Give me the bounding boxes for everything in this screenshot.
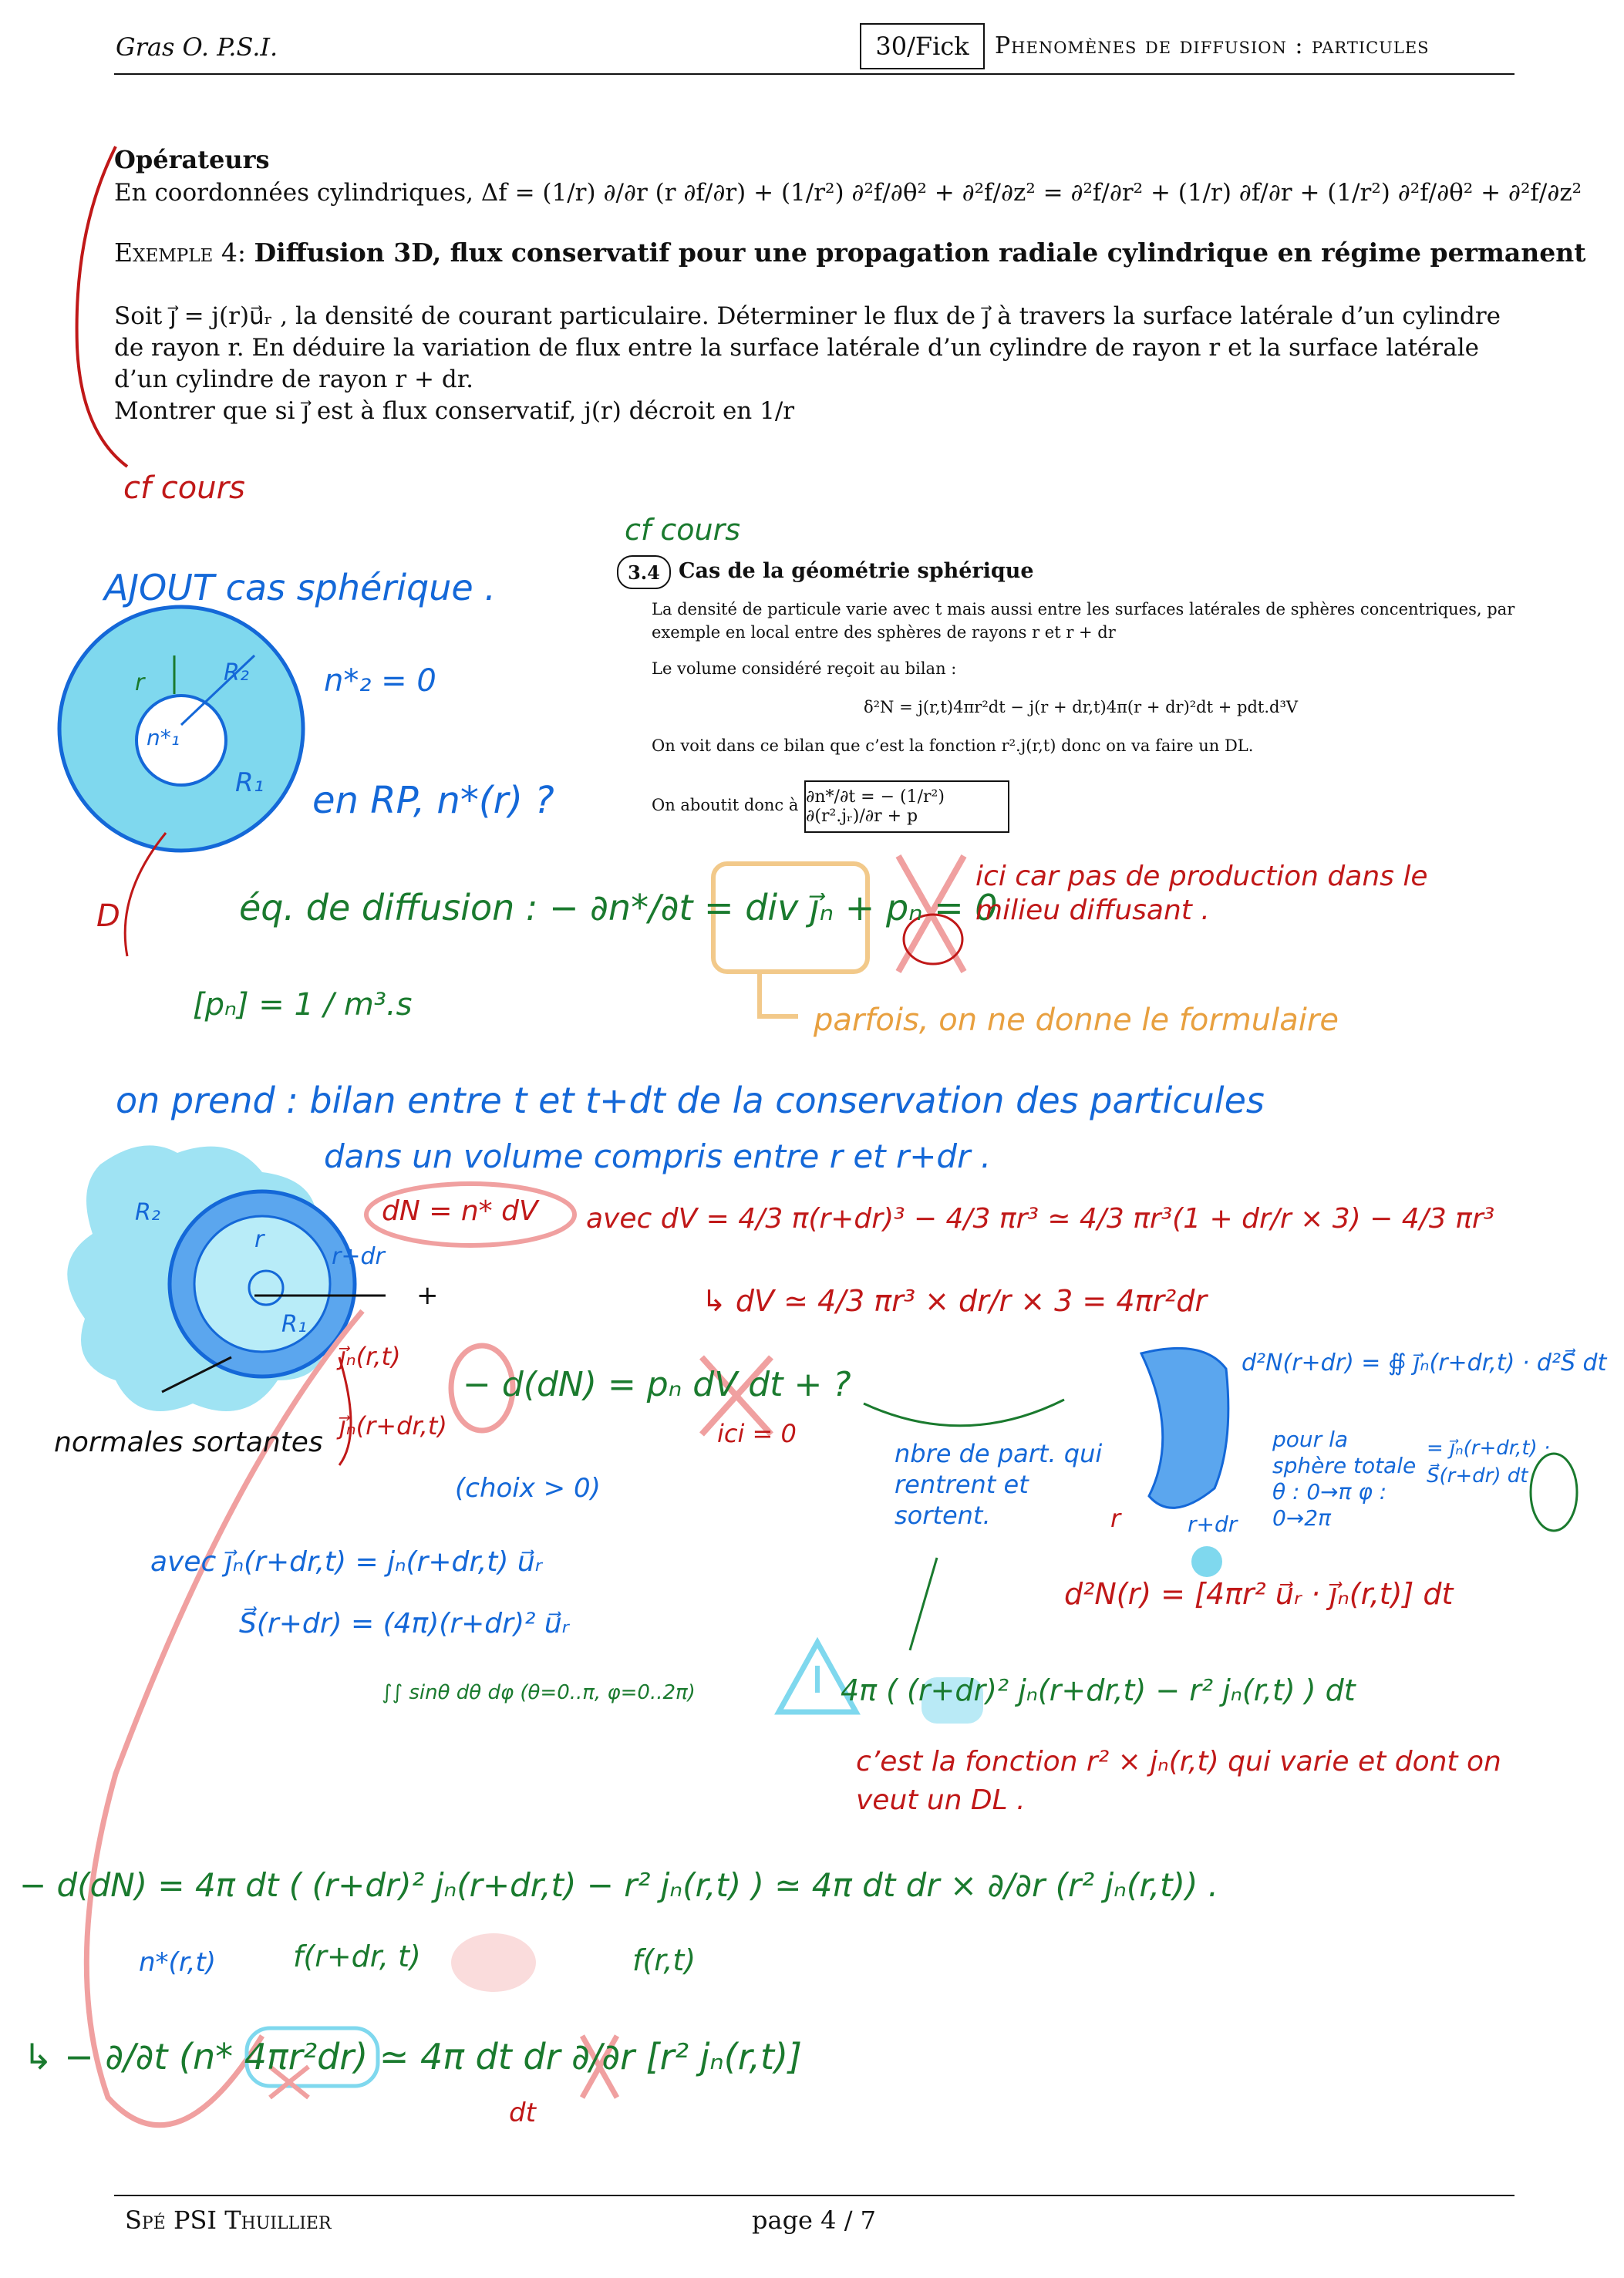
insert-equation: δ²N = j(r,t)4πr²dt − j(r + dr,t)4π(r + dr)²dt + pdt.d³V	[864, 698, 1299, 716]
rdr-dot	[1191, 1546, 1222, 1577]
note-choix: (choix > 0)	[455, 1473, 601, 1504]
highlight-dr	[451, 1933, 536, 1992]
fig-jn2: j⃗ₙ(r+dr,t)	[339, 1411, 447, 1441]
note-ici: ici car pas de production dans le milieu diffusant .	[975, 861, 1428, 926]
down-arrow	[910, 1558, 937, 1650]
eq-bilan: − d(dN) = pₙ dV dt + ?	[463, 1365, 851, 1404]
brace	[864, 1400, 1064, 1426]
insert-boxed-result: ∂n*/∂t = − (1/r²) ∂(r².jᵣ)/∂r + p	[804, 780, 1009, 833]
eq-warning: 4π ( (r+dr)² jₙ(r+dr,t) − r² jₙ(r,t) ) dt	[841, 1673, 1356, 1707]
eq-final: ↳ − ∂/∂t (n* 4πr²dr) ≃ 4π dt dr ∂/∂r [r² jₙ(r,t)]	[23, 2036, 802, 2077]
fig-jn: j⃗ₙ(r,t)	[339, 1342, 401, 1371]
insert-title: Cas de la géométrie sphérique	[679, 559, 1034, 583]
example-paragraph-1: Soit j⃗ = j(r)u⃗ᵣ , la densité de courant particulaire. Déterminer le flux de j⃗ à travers la surface latérale d’un cylindre de rayon r. En déduire la variation de flux entre la surface latérale d’un cylindre de rayon r et la surface latérale d’un cylindre de rayon r + dr.	[114, 302, 1501, 393]
eq-dv-result: ↳ dV ≃ 4/3 πr³ × dr/r × 3 = 4πr²dr	[702, 1284, 1207, 1318]
note-ajout: AJOUT cas sphérique .	[104, 567, 496, 608]
note-pour-la: pour la sphère totale θ : 0→π φ : 0→2π	[1272, 1427, 1417, 1531]
fig-rdr: r+dr	[332, 1243, 385, 1270]
eq-S-vec: S⃗(r+dr) = (4π)(r+dr)² u⃗ᵣ	[239, 1608, 569, 1639]
eq-avec-jn: avec j⃗ₙ(r+dr,t) = jₙ(r+dr,t) u⃗ᵣ	[150, 1546, 543, 1578]
note-parfois: parfois, on ne donne le formulaire	[814, 1003, 1339, 1038]
operator-line: En coordonnées cylindriques, Δf = (1/r) ∂/∂r (r ∂f/∂r) + (1/r²) ∂²f/∂θ² + ∂²f/∂z² = ∂²f/∂r² + (1/r) ∂f/∂r + (1/r²) ∂²f/∂θ² + ∂²f/∂z²	[114, 179, 1582, 207]
eq-integral: ∫∫ sinθ dθ dφ (θ=0..π, φ=0..2π)	[382, 1681, 696, 1704]
eq-avec-dv: avec dV = 4/3 π(r+dr)³ − 4/3 πr³ ≃ 4/3 πr³(1 + dr/r × 3) − 4/3 πr³	[586, 1203, 1495, 1235]
unit-pn: [pₙ] = 1 / m³.s	[193, 987, 413, 1023]
note-cours-2: cf cours	[625, 513, 740, 547]
label-dt-den: dt	[509, 2098, 536, 2128]
note-n2: n*₂ = 0	[324, 663, 436, 699]
fig2-rdr: r+dr	[1188, 1511, 1238, 1537]
fig-plus: +	[416, 1280, 439, 1311]
label-D: D	[96, 898, 120, 934]
footer-page: page 4 / 7	[752, 2206, 876, 2235]
label-nstar: n*(r,t)	[139, 1947, 217, 1978]
header-chapter-title: Phenomènes de diffusion : particules	[995, 32, 1430, 59]
example-label: Exemple 4:	[114, 238, 246, 268]
note-en-rp: en RP, n*(r) ?	[312, 779, 554, 822]
footer-rule	[114, 2195, 1514, 2196]
eq-d2N-right: d²N(r+dr) = ∯ j⃗ₙ(r+dr,t) · d²S⃗ dt	[1242, 1350, 1607, 1377]
fig-R2: R₂	[135, 1199, 160, 1226]
note-ici0: ici = 0	[717, 1419, 797, 1448]
section-title: Opérateurs	[114, 145, 270, 174]
eq-big: − d(dN) = 4π dt ( (r+dr)² jₙ(r+dr,t) − r² jₙ(r,t) ) ≃ 4π dt dr × ∂/∂r (r² jₙ(r,t)) .	[19, 1866, 1219, 1904]
note-cest: c’est la fonction r² × jₙ(r,t) qui varie et dont on veut un DL .	[856, 1746, 1501, 1816]
example-paragraph-2: Montrer que si j⃗ est à flux conservatif, j(r) décroit en 1/r	[114, 397, 795, 425]
header-chapter-box: 30/Fick	[860, 23, 985, 69]
label-f-rdr: f(r+dr, t)	[293, 1939, 421, 1973]
fig-R1: R₁	[281, 1311, 307, 1338]
fig2-r: r	[1110, 1504, 1121, 1533]
insert-text-1: La densité de particule varie avec t mais aussi entre les surfaces latérales de sphères concentriques, par exemple en local entre des sphères de rayons r et r + dr	[652, 600, 1515, 642]
margin-bracket	[77, 147, 127, 467]
note-normales: normales sortantes	[54, 1427, 323, 1458]
eq-jn-S: = j⃗ₙ(r+dr,t) · S⃗(r+dr) dt	[1427, 1437, 1551, 1488]
insert-text-4: On aboutit donc à	[652, 796, 799, 814]
note-dans-un: dans un volume compris entre r et r+dr .	[324, 1137, 992, 1175]
header-author: Gras O. P.S.I.	[116, 32, 278, 62]
shell-slab	[1141, 1348, 1228, 1508]
label-r: r	[135, 669, 145, 696]
label-f-r: f(r,t)	[632, 1943, 696, 1977]
insert-text-2: Le volume considéré reçoit au bilan :	[652, 659, 957, 678]
insert-text-3: On voit dans ce bilan que c’est la fonction r².j(r,t) donc on va faire un DL.	[652, 736, 1254, 755]
label-R1: R₁	[235, 767, 264, 798]
label-n1: n*₁	[147, 725, 180, 750]
footer-left: Spé PSI Thuillier	[125, 2206, 332, 2235]
label-R2: R₂	[224, 659, 249, 686]
note-on-prend: on prend : bilan entre t et t+dt de la conservation des particules	[116, 1080, 1265, 1121]
insert-number: 3.4	[617, 555, 671, 589]
D-arrow	[125, 833, 166, 956]
eq-diffusion: éq. de diffusion : − ∂n*/∂t = div j⃗ₙ + pₙ = 0	[239, 887, 998, 928]
example-title: Diffusion 3D, flux conservatif pour une propagation radiale cylindrique en régime permanent	[254, 238, 1586, 268]
orange-arrow	[760, 973, 798, 1016]
eq-d2N-r: d²N(r) = [4πr² u⃗ᵣ · j⃗ₙ(r,t)] dt	[1064, 1577, 1454, 1611]
note-cours-1: cf cours	[123, 470, 245, 506]
note-nbre: nbre de part. qui rentrent et sortent.	[895, 1439, 1103, 1530]
eq-dN: dN = n* dV	[382, 1195, 538, 1227]
fig-r: r	[254, 1226, 264, 1253]
